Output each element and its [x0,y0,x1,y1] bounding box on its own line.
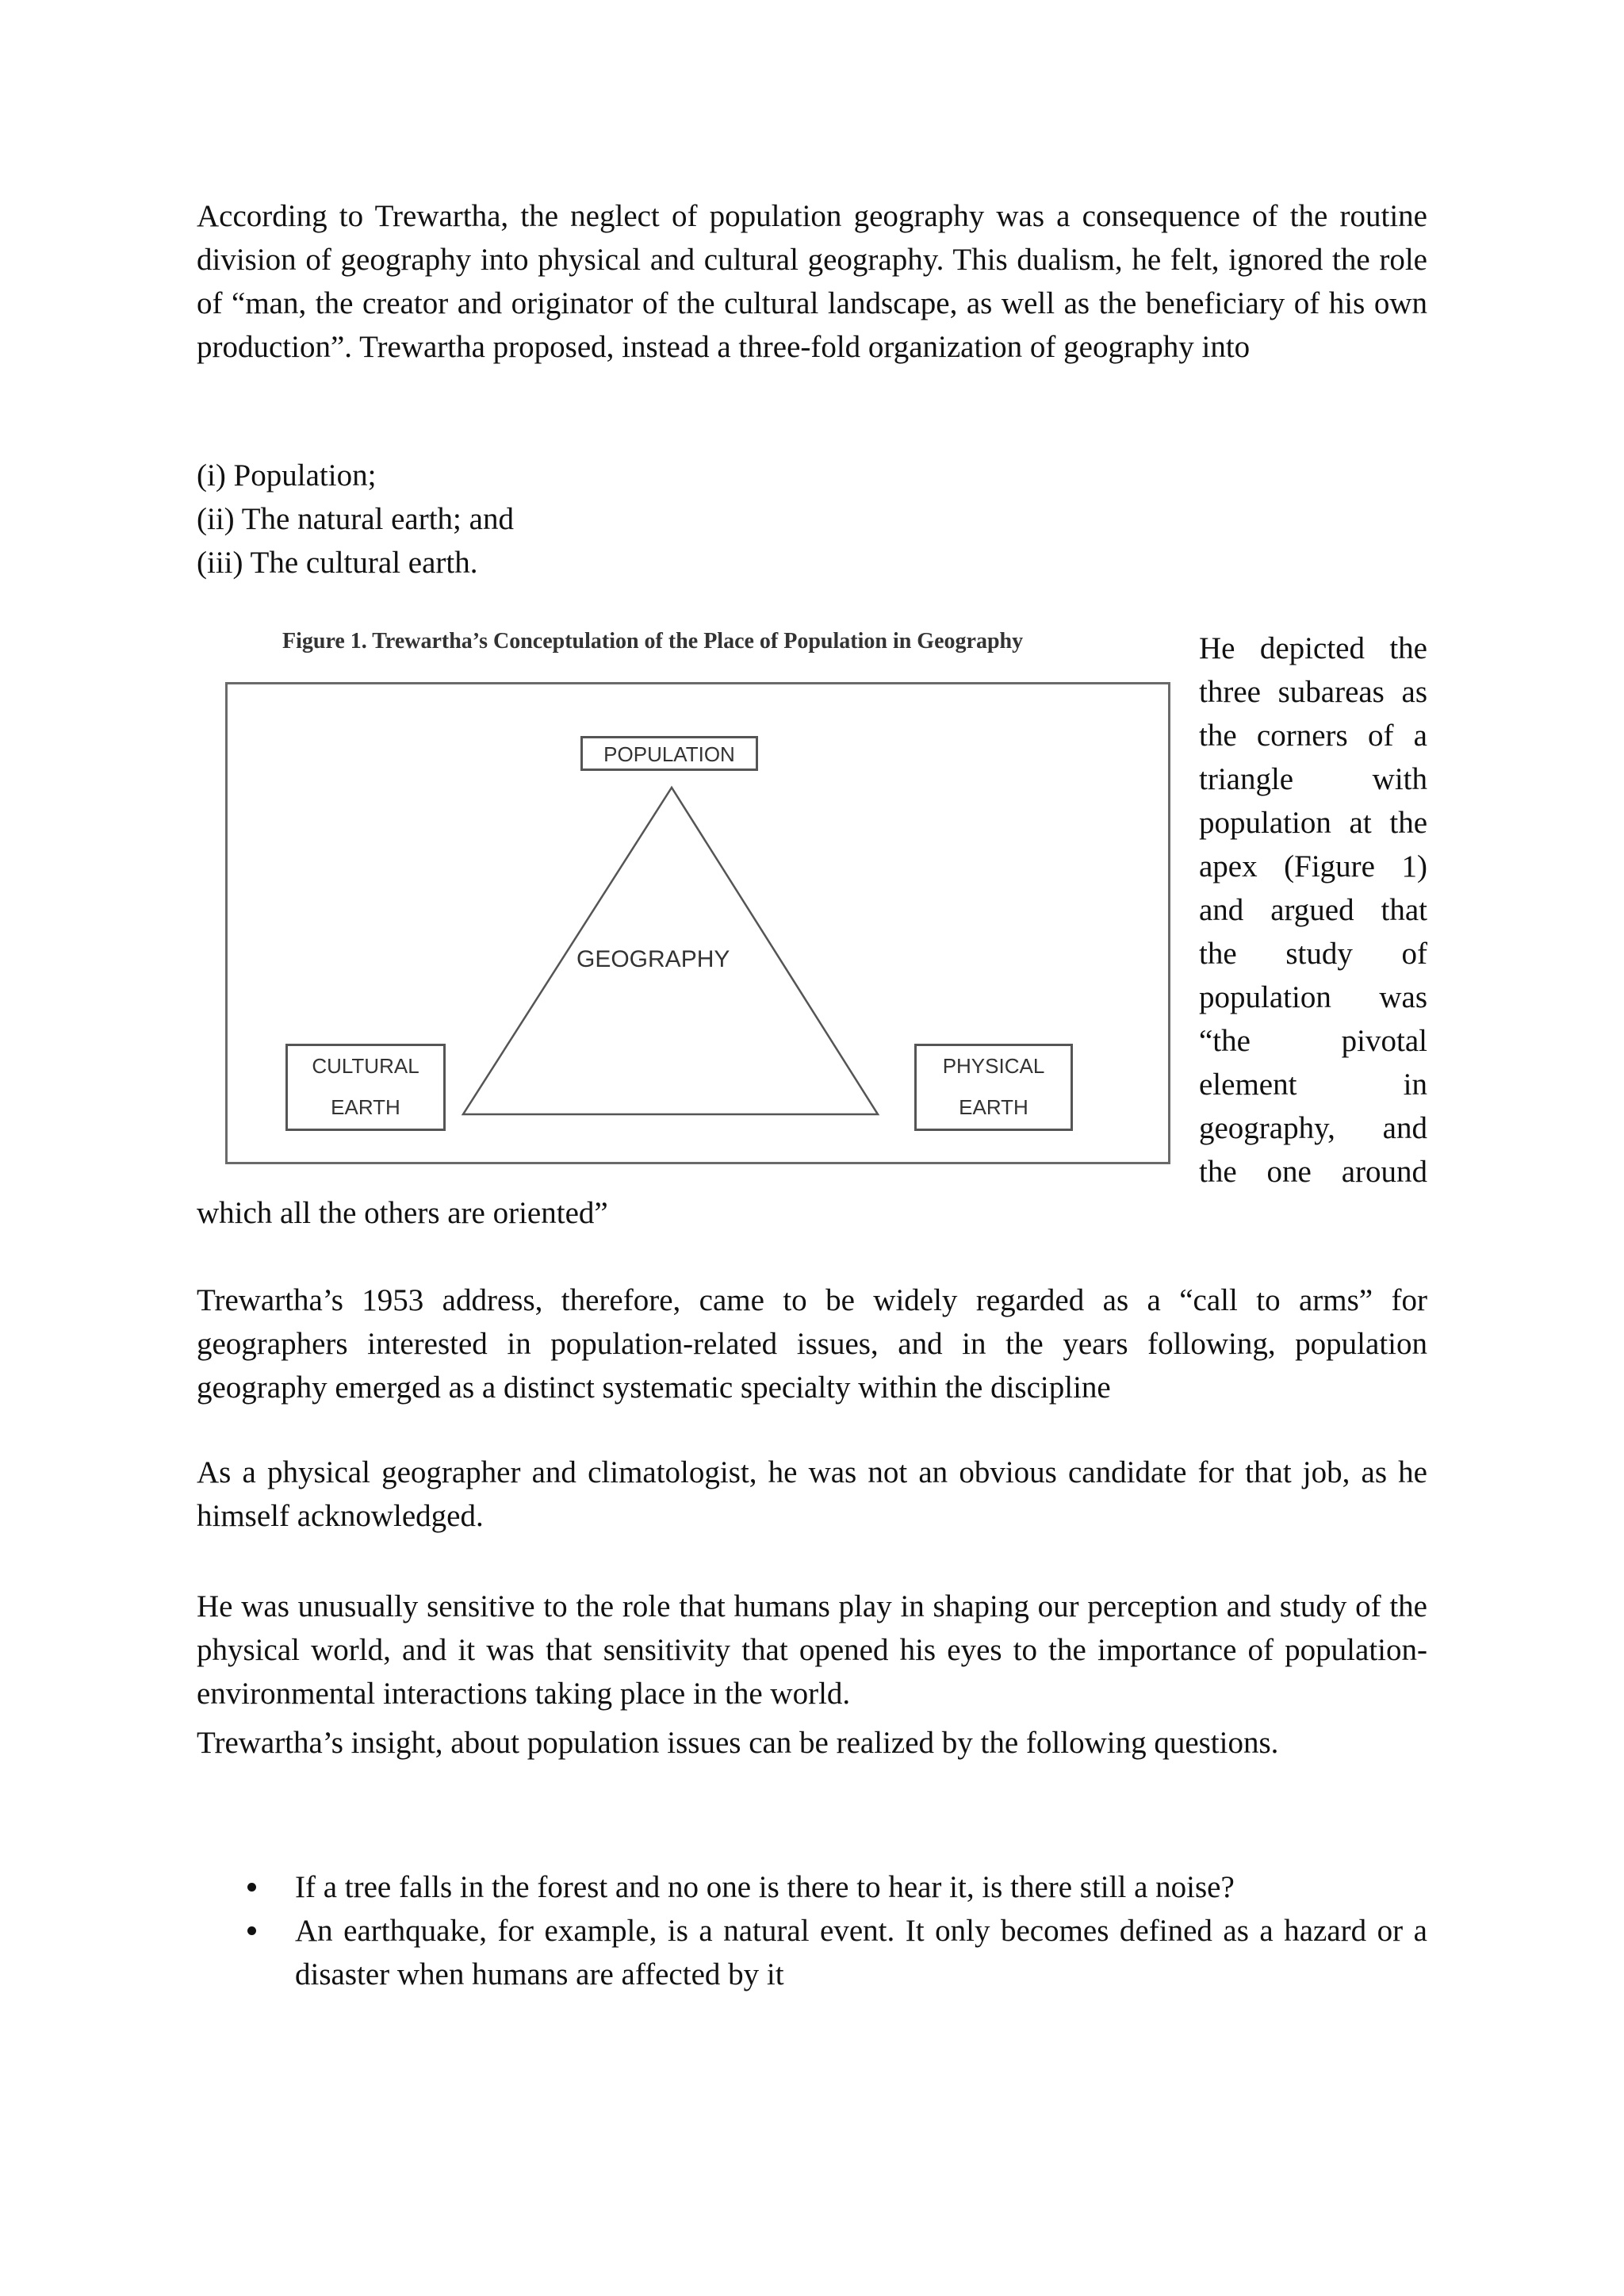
figure-diagram [225,682,1170,1164]
list-item [238,1909,1427,1996]
bullet-icon [247,1883,256,1892]
figure-side-text [1199,627,1427,1194]
side-text-line: “the pivotal [1199,1024,1427,1058]
geography-label: GEOGRAPHY [576,946,730,972]
side-text-line: geography, and [1199,1111,1427,1145]
insight-paragraph: Trewartha’s insight, about population issues can be realized by the following questions. [197,1726,1279,1760]
side-text-continuation: which all the others are oriented” [197,1196,608,1230]
bullet-icon [247,1926,256,1935]
list-item: (i) Population; [197,458,377,493]
bullet-text: An earthquake, for example, is a natural event. It only becomes defined as a hazard or a disaster when humans are affected by it [295,1914,1427,1991]
climatologist-paragraph: As a physical geographer and climatologist, he was not an obvious candidate for that job, as he himself acknowledged. [197,1455,1427,1533]
cultural-earth-node [285,1044,446,1131]
side-text-line: apex (Figure 1) [1199,849,1427,884]
questions-list [238,1865,1427,1996]
side-text-line: population at the [1199,806,1427,840]
side-text-line: the corners of a [1199,719,1427,753]
organization-list [197,454,910,585]
physical-earth-node [914,1044,1073,1131]
call-to-arms-paragraph: Trewartha’s 1953 address, therefore, came to be widely regarded as a “call to arms” for geographers interested in population-related issues, and in the years following, population geography emerged as a distinct systematic specialty within the discipline [197,1283,1427,1405]
side-text-line: He depicted the [1199,631,1427,665]
side-text-line: three subareas as [1199,675,1427,709]
figure-caption: Figure 1. Trewartha’s Conceptulation of the Place of Population in Geography [282,629,1024,654]
physical-label: PHYSICAL [942,1054,1045,1078]
side-text-line: triangle with [1199,762,1427,796]
population-node [580,736,758,771]
physical-earth-label: EARTH [959,1095,1028,1119]
list-item: (ii) The natural earth; and [197,502,514,536]
side-text-line: the one around [1199,1155,1427,1189]
side-text-line: element in [1199,1068,1427,1102]
list-item: (iii) The cultural earth. [197,546,478,580]
intro-paragraph: According to Trewartha, the neglect of population geography was a consequence of the routine division of geography into physical and cultural geography. This dualism, he felt, ignored the role of “man, the creator and originator of the cultural landscape, as well as the beneficiary of his own production”. Trewartha proposed, instead a three-fold organization of geography into [197,199,1427,364]
population-label: POPULATION [603,742,735,766]
side-text-line: and argued that [1199,893,1427,927]
side-text-line: population was [1199,980,1427,1014]
list-item [238,1865,1427,1909]
cultural-earth-label: EARTH [331,1095,400,1119]
sensitivity-paragraph: He was unusually sensitive to the role that humans play in shaping our perception and study of the physical world, and it was that sensitivity that opened his eyes to the importance of population-environmental interactions taking place in the world. [197,1589,1427,1711]
cultural-label: CULTURAL [312,1054,419,1078]
bullet-text: If a tree falls in the forest and no one is there to hear it, is there still a noise? [295,1870,1235,1904]
side-text-line: the study of [1199,937,1427,971]
